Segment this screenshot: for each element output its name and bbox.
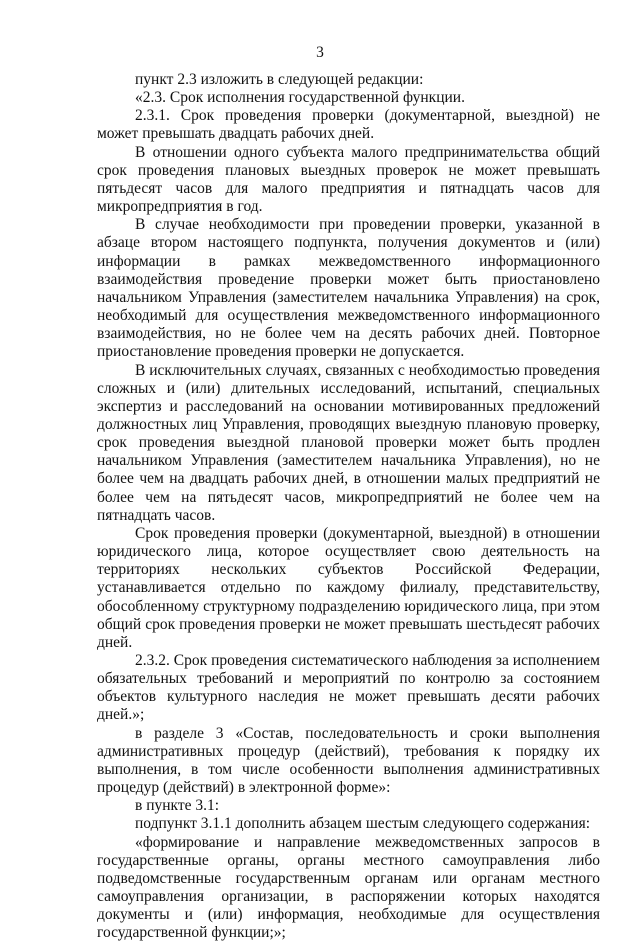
- paragraph: пункт 2.3 изложить в следующей редакции:: [135, 71, 424, 88]
- paragraph: 2.3.2. Срок проведения систематического наблюдения за исполнением обязательных требований и мероприятий по контролю за состоянием объектов культурного наследия не может превышать десяти рабочих дней.»;: [97, 652, 600, 724]
- page-number: 3: [316, 44, 324, 61]
- paragraph: подпункт 3.1.1 дополнить абзацем шестым следующего содержания:: [135, 815, 591, 833]
- paragraph: В отношении одного субъекта малого предпринимательства общий срок проведения плановых выездных проверок не может превышать пятьдесят часов для малого предприятия и пятнадцать часов для микропредприятия в год.: [97, 143, 600, 216]
- paragraph: 2.3.1. Срок проведения проверки (документарной, выездной) не может превышать двадцать рабочих дней.: [97, 107, 600, 143]
- paragraph: «формирование и направление межведомственных запросов в государственные органы, органы местного самоуправления либо подведомственные государственным органам или органам местного самоуправления организации, в распоряжении которых находятся документы и (или) информация, необходимые для осуществления государственной функции;»;: [97, 833, 600, 942]
- paragraph: В исключительных случаях, связанных с необходимостью проведения сложных и (или) длительных исследований, испытаний, специальных экспертиз и расследований на основании мотивированных предложений должностных лиц Управления, проводящих выездную плановую проверку, срок проведения выездной плановой проверки может быть продлен начальником Управления (заместителем начальника Управления), но не более чем на двадцать рабочих дней, в отношении малых предприятий не более чем на пятьдесят часов, микропредприятий не более чем на пятнадцать часов.: [97, 361, 600, 524]
- paragraph: Срок проведения проверки (документарной, выездной) в отношении юридического лица, которое осуществляет свою деятельность на территориях нескольких субъектов Российской Федерации, устанавливается отдельно по каждому филиалу, представительству, обособленному структурному подразделению юридического лица, при этом общий срок проведения проверки не может превышать шестьдесят рабочих дней.: [97, 524, 600, 651]
- paragraph: в разделе 3 «Состав, последовательность и сроки выполнения административных процедур (действий), требования к порядку их выполнения, в том числе особенности выполнения административных процедур (действий) в электронной форме»:: [97, 724, 600, 797]
- paragraph: В случае необходимости при проведении проверки, указанной в абзаце втором настоящего подпункта, получения документов и (или) информации в рамках межведомственного информационного взаимодействия проведение проверки может быть приостановлено начальником Управления (заместителем начальника Управления) на срок, необходимый для осуществления межведомственного информационного взаимодействия, но не более чем на десять рабочих дней. Повторное приостановление проведения проверки не допускается.: [97, 216, 600, 361]
- document-body: [97, 71, 600, 943]
- paragraph: в пункте 3.1:: [135, 797, 220, 815]
- paragraph: «2.3. Срок исполнения государственной функции.: [135, 89, 465, 107]
